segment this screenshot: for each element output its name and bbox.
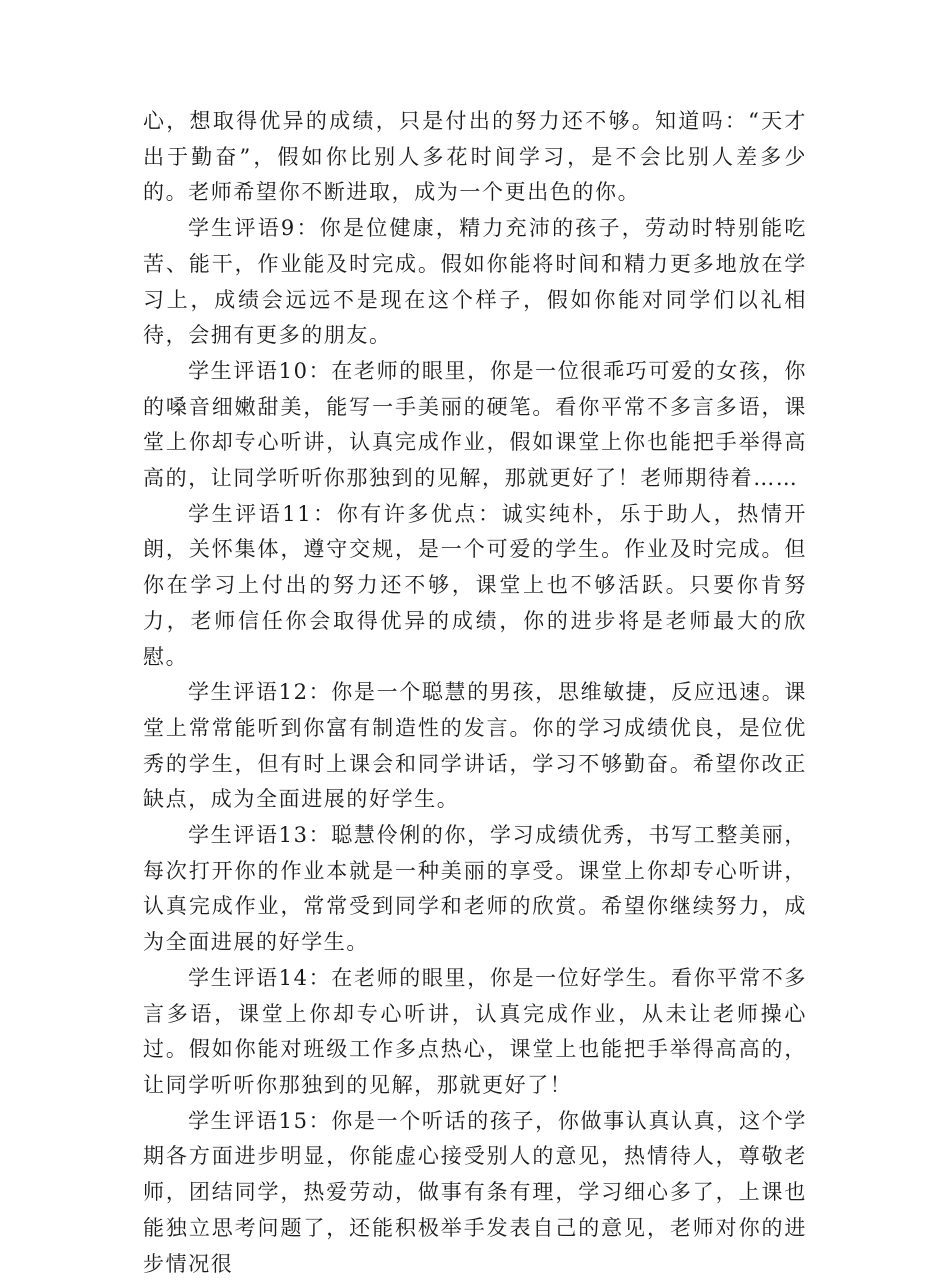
paragraph-comment-15: 学生评语15：你是一个听话的孩子，你做事认真认真，这个学期各方面进步明显，你能虚心接受别人的意见，热情待人，尊敬老师，团结同学，热爱劳动，做事有条有理，学习细心多了，上课也能独立思考问题了，还能积极举手发表自己的意见，老师对你的进步情况很 bbox=[143, 1108, 807, 1276]
paragraph-continuation: 心，想取得优异的成绩，只是付出的努力还不够。知道吗：“天才出于勤奋”，假如你比别人多花时间学习，是不会比别人差多少的。老师希望你不断进取，成为一个更出色的你。 bbox=[143, 109, 807, 205]
paragraph-comment-11: 学生评语11：你有许多优点：诚实纯朴，乐于助人，热情开朗，关怀集体，遵守交规，是一个可爱的学生。作业及时完成。但你在学习上付出的努力还不够，课堂上也不够活跃。只要你肯努力，老师信任你会取得优异的成绩，你的进步将是老师最大的欣慰。 bbox=[143, 501, 807, 669]
paragraph-comment-12: 学生评语12：你是一个聪慧的男孩，思维敏捷，反应迅速。课堂上常常能听到你富有制造性的发言。你的学习成绩优良，是位优秀的学生，但有时上课会和同学讲话，学习不够勤奋。希望你改正缺点，成为全面进展的好学生。 bbox=[143, 680, 807, 812]
document-body bbox=[143, 104, 807, 1282]
paragraph-comment-14: 学生评语14：在老师的眼里，你是一位好学生。看你平常不多言多语，课堂上你却专心听讲，认真完成作业，从未让老师操心过。假如你能对班级工作多点热心，课堂上也能把手举得高高的，让同学听听你那独到的见解，那就更好了！ bbox=[143, 965, 807, 1097]
paragraph-comment-10: 学生评语10：在老师的眼里，你是一位很乖巧可爱的女孩，你的嗓音细嫩甜美，能写一手美丽的硬笔。看你平常不多言多语，课堂上你却专心听讲，认真完成作业，假如课堂上你也能把手举得高高的，让同学听听你那独到的见解，那就更好了！老师期待着…… bbox=[143, 358, 807, 491]
paragraph-comment-13: 学生评语13：聪慧伶俐的你，学习成绩优秀，书写工整美丽，每次打开你的作业本就是一种美丽的享受。课堂上你却专心听讲，认真完成作业，常常受到同学和老师的欣赏。希望你继续努力，成为全面进展的好学生。 bbox=[143, 823, 807, 955]
paragraph-comment-9: 学生评语9：你是位健康，精力充沛的孩子，劳动时特别能吃苦、能干，作业能及时完成。假如你能将时间和精力更多地放在学习上，成绩会远远不是现在这个样子，假如你能对同学们以礼相待，会拥有更多的朋友。 bbox=[143, 216, 807, 348]
